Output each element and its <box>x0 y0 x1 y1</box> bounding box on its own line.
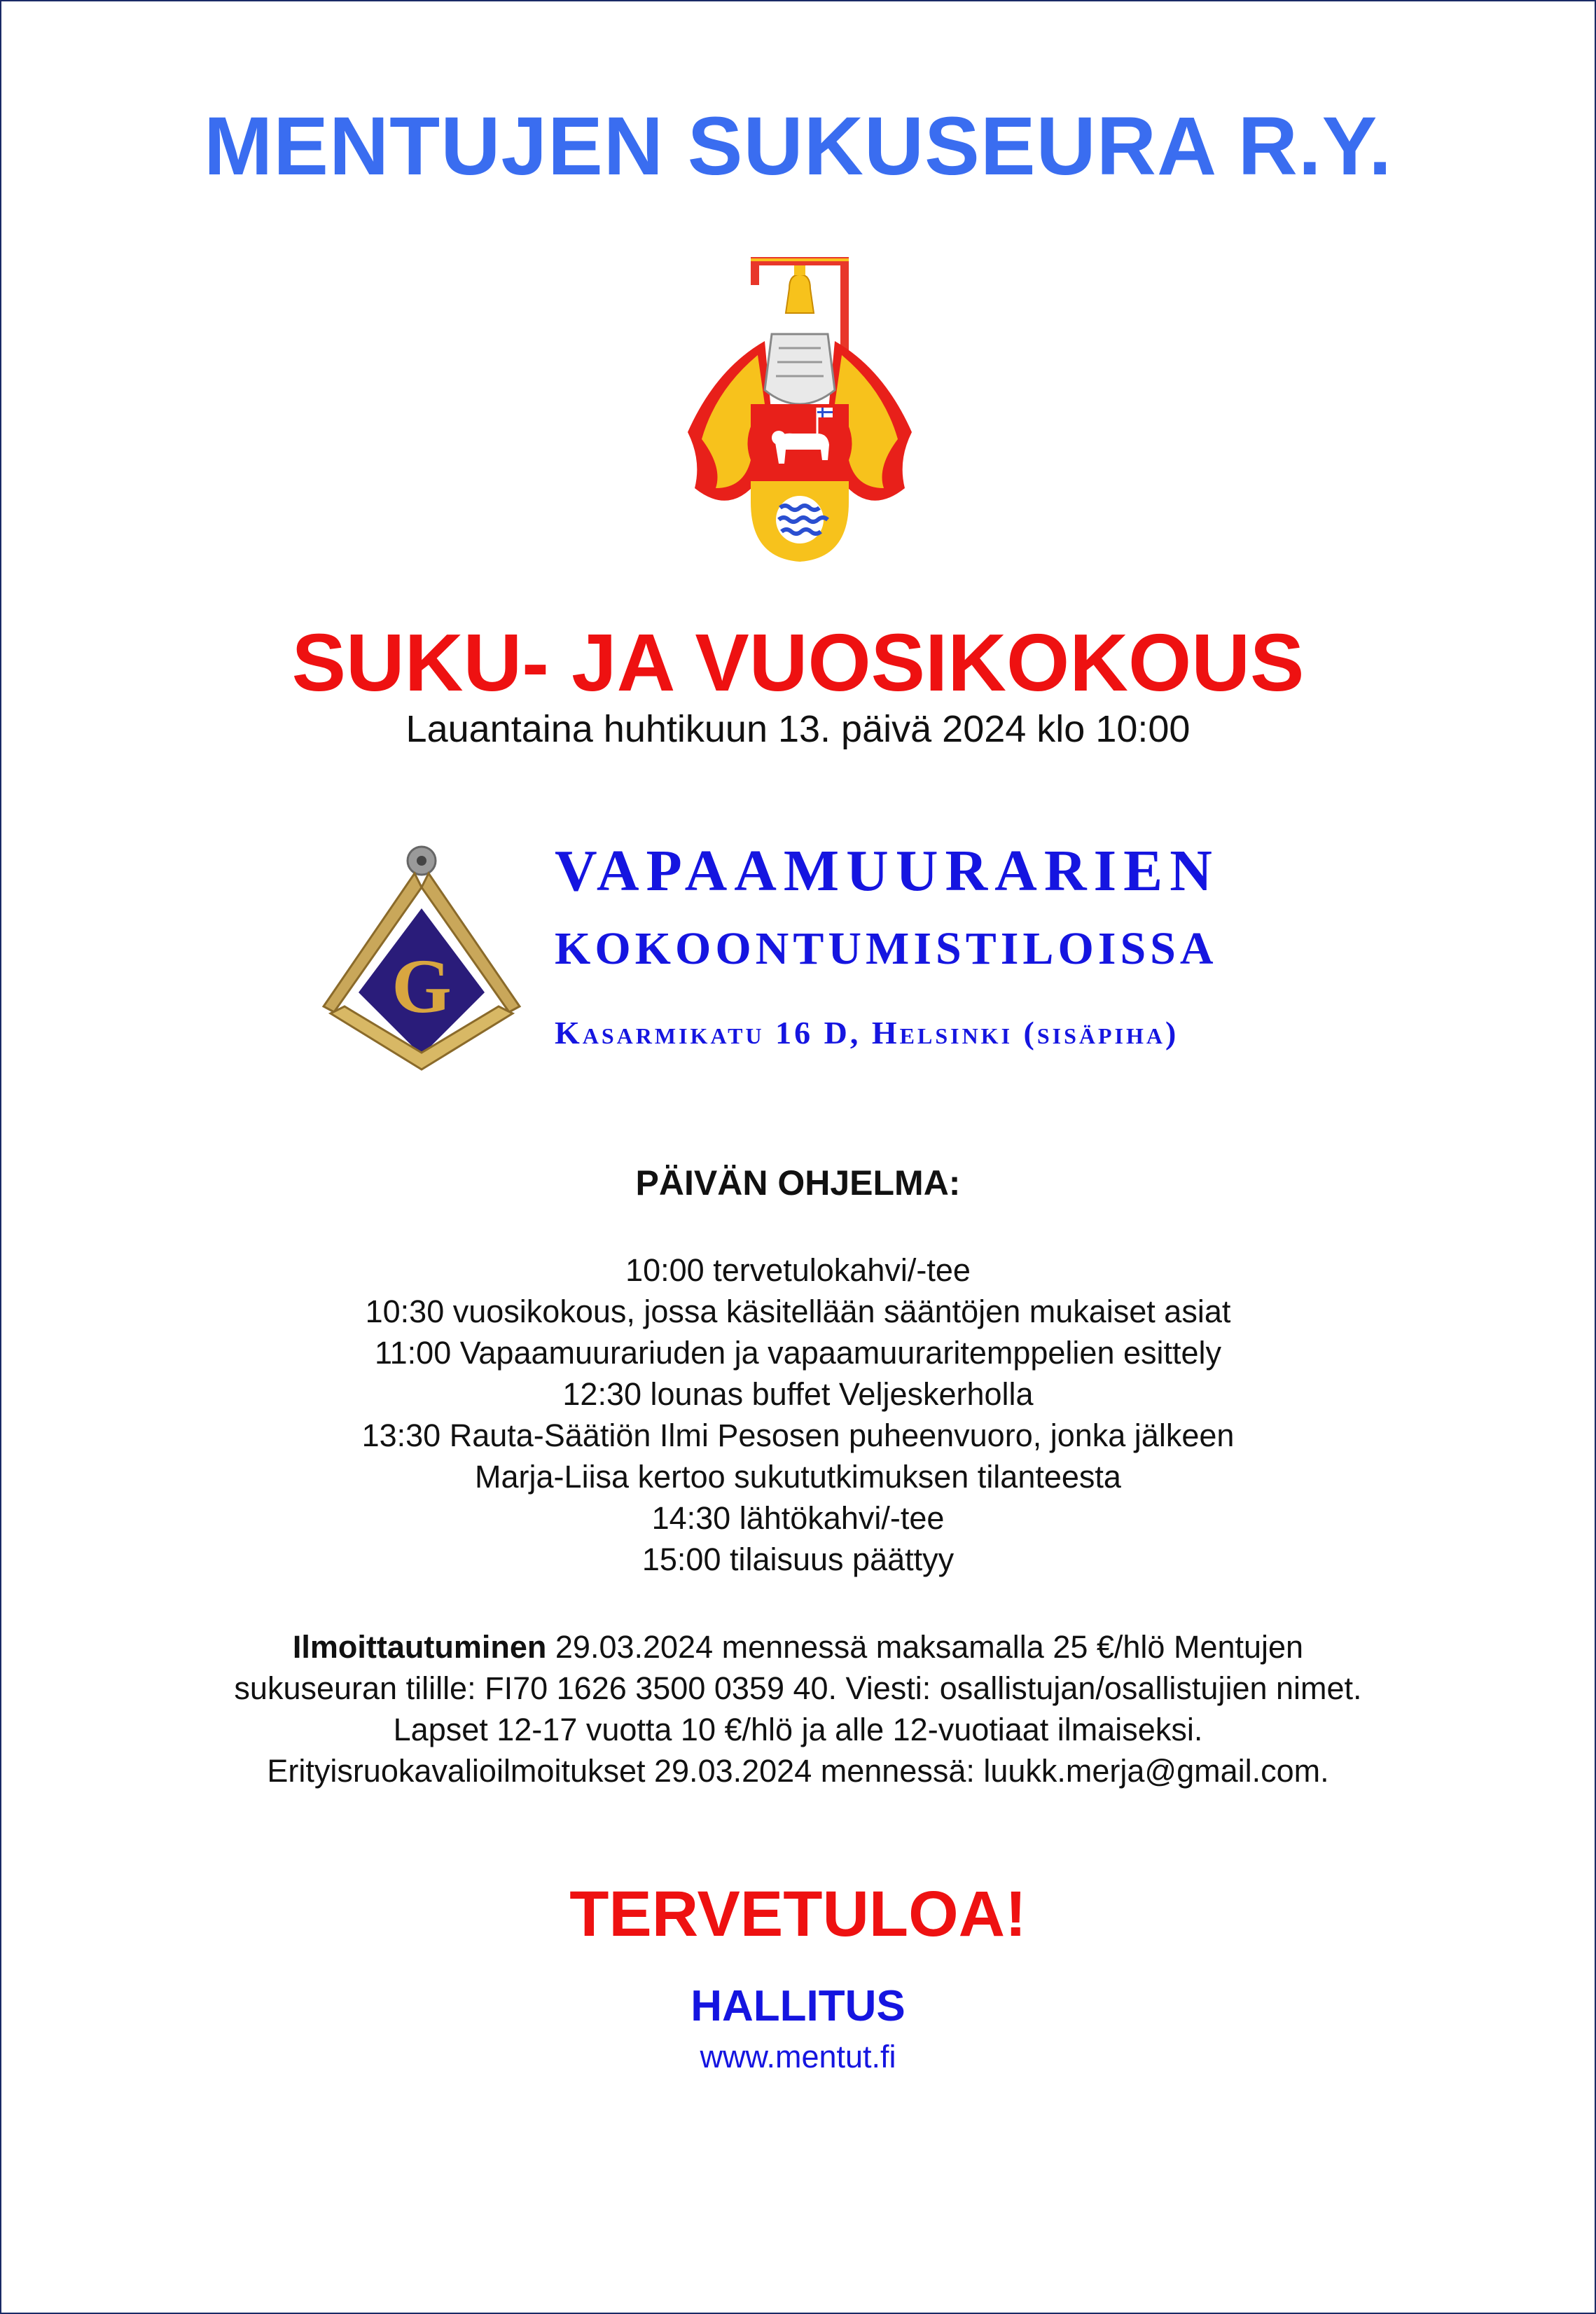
program-item: 10:30 vuosikokous, jossa käsitellään sääntöjen mukaiset asiat <box>365 1294 1231 1329</box>
website-link[interactable]: www.mentut.fi <box>700 2039 896 2074</box>
welcome-text: TERVETULOA! <box>569 1878 1027 1950</box>
registration-line-2: sukuseuran tilille: FI70 1626 3500 0359 40. Viesti: osallistujan/osallistujien nimet. <box>234 1670 1362 1706</box>
program-item: 10:00 tervetulokahvi/-tee <box>625 1252 971 1288</box>
event-title: SUKU- JA VUOSIKOKOUS <box>291 617 1305 708</box>
registration-line-1 <box>1 1626 1595 1668</box>
program-item: 12:30 lounas buffet Veljeskerholla <box>562 1376 1034 1412</box>
signature: HALLITUS <box>691 1982 905 2030</box>
program-item: 15:00 tilaisuus päättyy <box>641 1541 955 1577</box>
event-date: Lauantaina huhtikuun 13. päivä 2024 klo 10:00 <box>405 708 1191 750</box>
registration-line-4: Erityisruokavalioilmoitukset 29.03.2024 mennessä: luukk.merja@gmail.com. <box>267 1753 1329 1789</box>
organization-title: MENTUJEN SUKUSEURA R.Y. <box>203 100 1393 193</box>
registration-label: Ilmoittautuminen <box>292 1629 547 1665</box>
family-coat-of-arms-icon <box>674 250 926 565</box>
venue-line-2: KOKOONTUMISTILOISSA <box>555 923 1218 974</box>
program-item: 14:30 lähtökahvi/-tee <box>651 1500 945 1536</box>
registration-info <box>1 1626 1595 1792</box>
registration-line-3: Lapset 12-17 vuotta 10 €/hlö ja alle 12-vuotiaat ilmaiseksi. <box>393 1712 1203 1747</box>
program-list <box>1 1249 1595 1580</box>
program-item: 13:30 Rauta-Säätiön Ilmi Pesosen puheenvuoro, jonka jälkeen <box>361 1418 1235 1453</box>
svg-text:G: G <box>391 943 452 1029</box>
program-heading: PÄIVÄN OHJELMA: <box>635 1163 961 1203</box>
venue-line-1: VAPAAMUURARIEN <box>555 838 1219 903</box>
venue-address: Kasarmikatu 16 D, Helsinki (sisäpiha) <box>555 1015 1179 1051</box>
program-item: Marja-Liisa kertoo sukututkimuksen tilanteesta <box>475 1459 1121 1495</box>
program-item: 11:00 Vapaamuurariuden ja vapaamuuraritemppelien esittely <box>374 1335 1222 1371</box>
registration-line-1-text: 29.03.2024 mennessä maksamalla 25 €/hlö Mentujen <box>546 1629 1304 1665</box>
square-and-compass-icon <box>310 845 534 1076</box>
